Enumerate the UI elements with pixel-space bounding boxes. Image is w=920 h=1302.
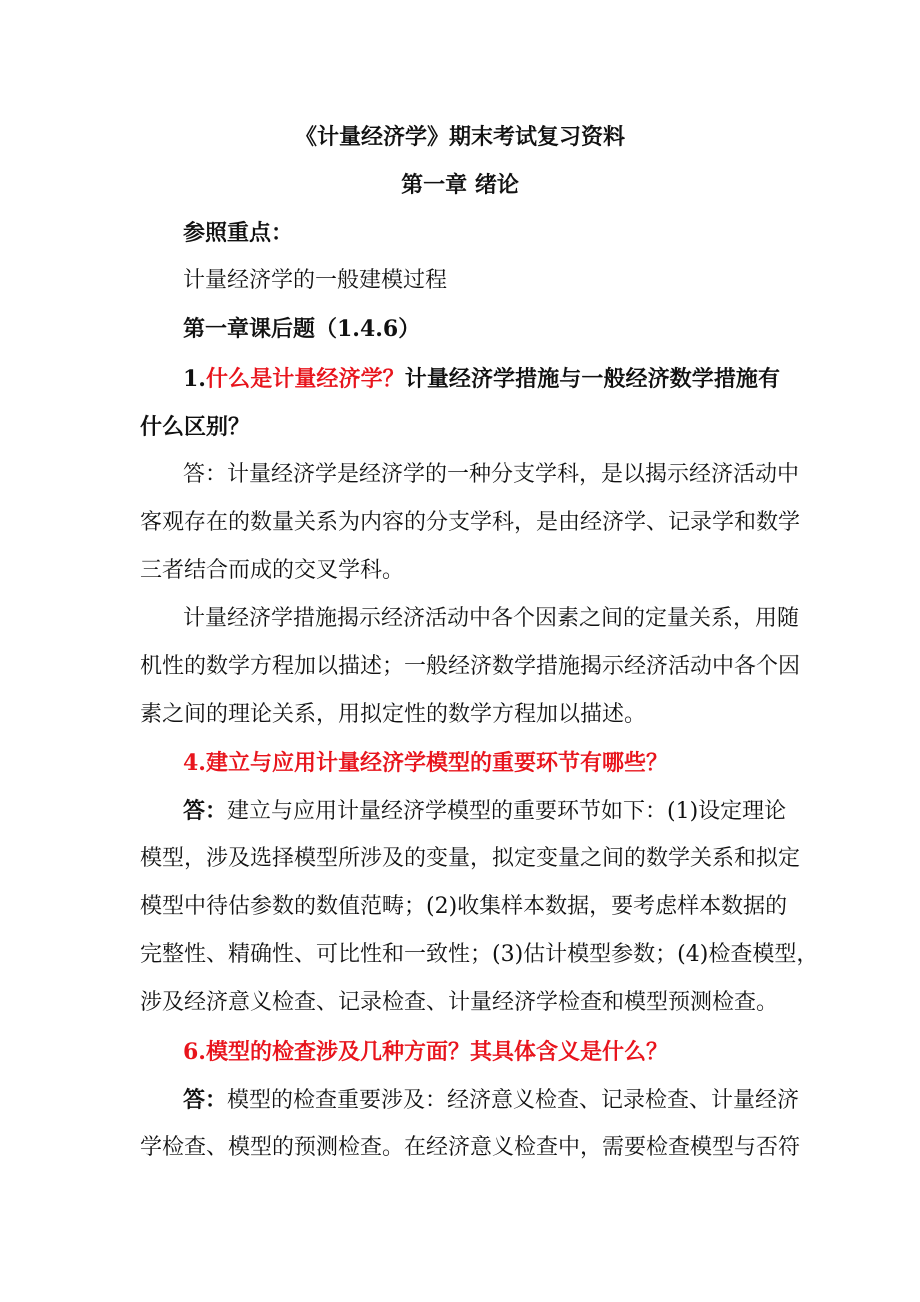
reference-label: 参照重点： [183, 220, 294, 246]
answer-line: 模型中待估参数的数值范畴；(2)收集样本数据，要考虑样本数据的 [140, 894, 788, 919]
answer-line: 计量经济学措施揭示经济活动中各个因素之间的定量关系，用随 [183, 606, 800, 631]
question-text: 计量经济学措施与一般经济数学措施有 [404, 366, 780, 392]
answer-line: 三者结合而成的交叉学科。 [140, 558, 405, 583]
answer-line [183, 1083, 800, 1117]
question-6: 6.模型的检查涉及几种方面？其具体含义是什么？ [183, 1039, 668, 1065]
reference-item: 计量经济学的一般建模过程 [183, 268, 448, 293]
answer-line: 学检查、模型的预测检查。在经济意义检查中，需要检查模型与否符 [140, 1135, 801, 1160]
chapter-heading: 第一章 绪论 [401, 172, 519, 198]
answer-line: 客观存在的数量关系为内容的分支学科，是由经济学、记录学和数学 [140, 510, 801, 535]
homework-heading: 第一章课后题（1.4.6） [183, 316, 421, 342]
document-title: 《计量经济学》期末考试复习资料 [294, 124, 625, 150]
answer-line: 素之间的理论关系，用拟定性的数学方程加以描述。 [140, 702, 647, 727]
question-1-line-2: 什么区别？ [140, 414, 251, 440]
answer-line: 完整性、精确性、可比性和一致性；(3)估计模型参数；(4)检查模型， [140, 942, 819, 967]
question-4: 4.建立与应用计量经济学模型的重要环节有哪些？ [183, 750, 668, 776]
answer-line: 模型，涉及选择模型所涉及的变量，拟定变量之间的数学关系和拟定 [140, 846, 801, 871]
answer-line: 机性的数学方程加以描述；一般经济数学措施揭示经济活动中各个因 [140, 654, 801, 679]
answer-label: 答： [183, 798, 228, 824]
answer-line: 答：计量经济学是经济学的一种分支学科，是以揭示经济活动中 [183, 462, 800, 487]
answer-text: 建立与应用计量经济学模型的重要环节如下：(1)设定理论 [227, 799, 787, 824]
answer-label: 答： [183, 1087, 228, 1113]
question-highlight: 什么是计量经济学？ [205, 366, 405, 392]
answer-line [183, 794, 787, 828]
answer-text: 模型的检查重要涉及：经济意义检查、记录检查、计量经济 [227, 1088, 800, 1113]
question-1 [183, 362, 780, 396]
answer-line: 涉及经济意义检查、记录检查、计量经济学检查和模型预测检查。 [140, 990, 779, 1015]
question-number: 1. [183, 366, 206, 392]
